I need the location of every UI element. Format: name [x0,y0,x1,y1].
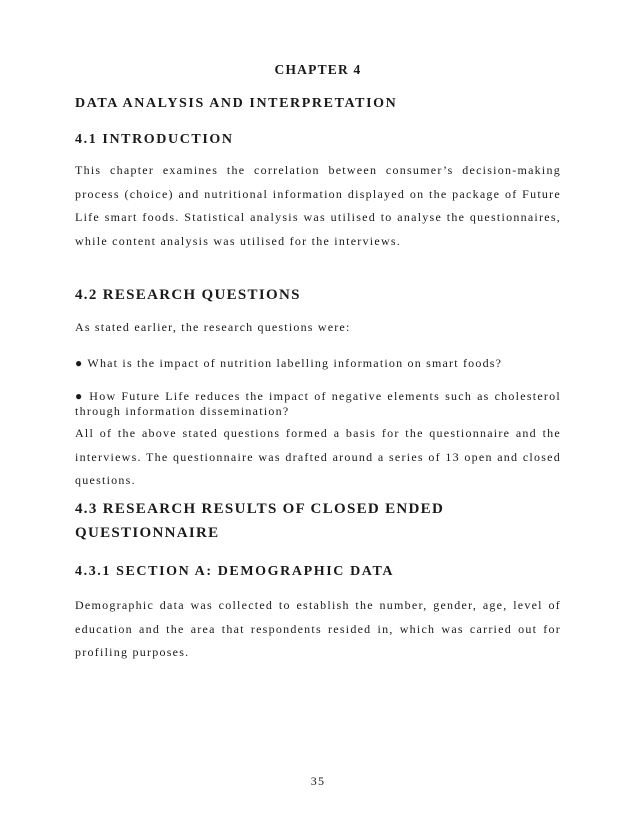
paragraph-research-lead: As stated earlier, the research questions were: [75,320,351,334]
document-page [75,0,561,826]
paragraph-demographic-data: Demographic data was collected to establish the number, gender, age, level of education and the area that respondents resided in, which was carried out for profiling purposes. [75,598,561,660]
bullet-research-question-2: ● How Future Life reduces the impact of negative elements such as cholesterol through information dissemination? [75,389,561,418]
chapter-label: CHAPTER 4 [274,62,362,77]
paragraph-research-questions: All of the above stated questions formed a basis for the questionnaire and the interviews. The questionnaire was drafted around a series of 13 open and closed questions. [75,426,561,488]
section-heading-introduction: 4.1 INTRODUCTION [75,132,234,147]
section-heading-research-results: 4.3 RESEARCH RESULTS OF CLOSED ENDED QUESTIONNAIRE [75,501,445,541]
section-heading-research-questions: 4.2 RESEARCH QUESTIONS [75,287,301,303]
chapter-title: DATA ANALYSIS AND INTERPRETATION [75,96,398,111]
paragraph-introduction: This chapter examines the correlation between consumer’s decision-making process (choice) and nutritional information displayed on the package of Future Life smart foods. Statistical analysis was utilised to analyse the questionnaires, while content analysis was utilised for the interviews. [75,163,561,248]
page-number: 35 [310,774,326,788]
bullet-research-question-1: ● What is the impact of nutrition labelling information on smart foods? [75,356,503,370]
section-heading-demographic-data: 4.3.1 SECTION A: DEMOGRAPHIC DATA [75,564,395,579]
